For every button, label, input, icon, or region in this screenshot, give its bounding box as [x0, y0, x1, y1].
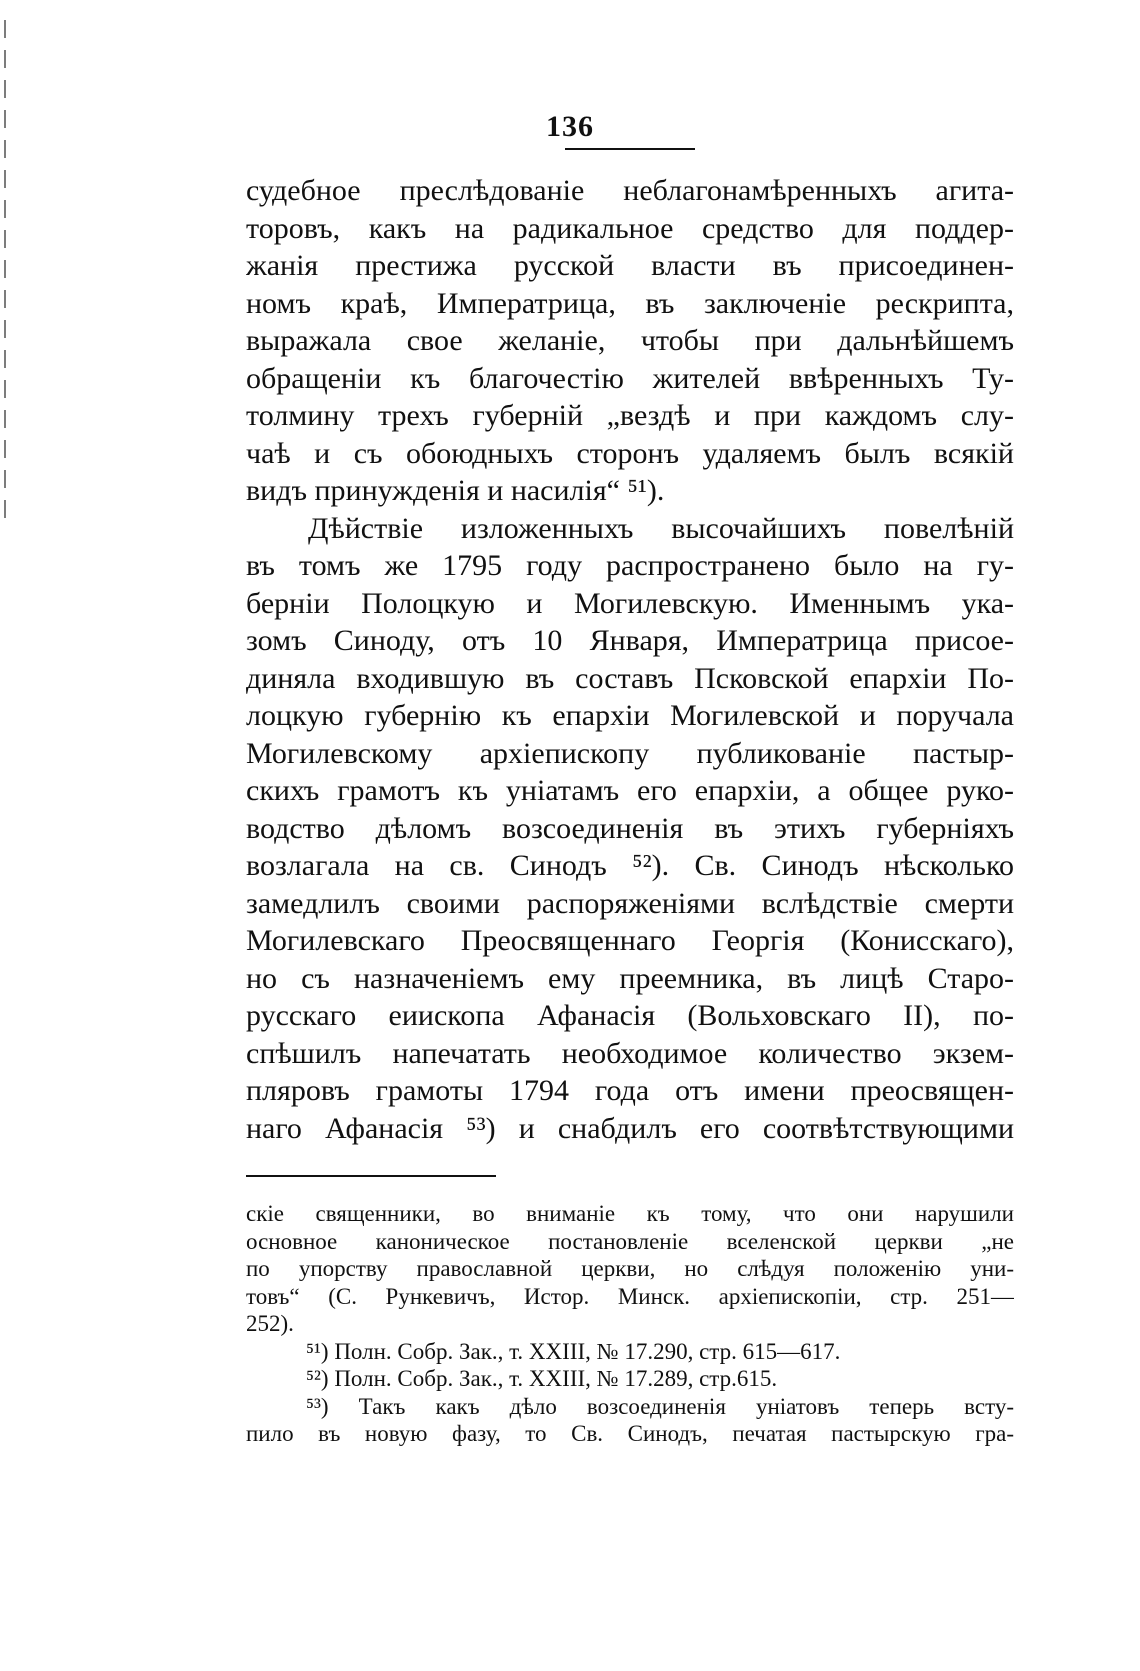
- text-line: замедлилъ своими распоряженіями вслѣдствіе смерти: [246, 886, 1014, 920]
- text-line: Могилевскому архіепископу публикованіе пастыр-: [246, 736, 1014, 770]
- footnote-line: ⁵¹) Полн. Собр. Зак., т. XXIII, № 17.290, стр. 615—617.: [306, 1338, 841, 1364]
- text-line: номъ краѣ, Императрица, въ заключеніе рескрипта,: [246, 286, 1014, 320]
- page-edge-mark: [4, 20, 6, 520]
- footnote-line: ⁵³) Такъ какъ дѣло возсоединенія уніатовъ теперь всту-: [306, 1393, 1014, 1419]
- footnote-line: по упорству православной церкви, но слѣдуя положенію уни-: [246, 1256, 1014, 1281]
- text-line: зомъ Синоду, отъ 10 Января, Императрица присое-: [246, 624, 1014, 657]
- text-line: жанія престижа русской власти въ присоединен-: [246, 249, 1014, 282]
- text-line: водство дѣломъ возсоединенія въ этихъ губерніяхъ: [246, 811, 1014, 845]
- footnote-line: 252).: [246, 1311, 294, 1336]
- text-line: русскаго еиископа Афанасія (Вольховскаго II), по-: [246, 999, 1014, 1032]
- text-line: толмину трехъ губерній „вездѣ и при каждомъ слу-: [246, 399, 1014, 432]
- footnotes-block: [246, 1200, 1014, 1448]
- text-line: чаѣ и съ обоюдныхъ сторонъ удаляемъ былъ всякій: [246, 436, 1014, 470]
- footnote-line: основное каноническое постановленіе вселенской церкви „не: [246, 1228, 1014, 1254]
- footnote-separator: [246, 1175, 496, 1177]
- text-line: берніи Полоцкую и Могилевскую. Именнымъ ука-: [246, 586, 1014, 620]
- text-line: выражала свое желаніе, чтобы при дальнѣйшемъ: [246, 324, 1014, 357]
- text-line: пляровъ грамоты 1794 года отъ имени преосвящен-: [246, 1074, 1014, 1107]
- footnote-line: ⁵²) Полн. Собр. Зак., т. XXIII, № 17.289, стр.615.: [306, 1366, 778, 1391]
- text-line: судебное преслѣдованіе неблагонамѣренныхъ агита-: [246, 174, 1014, 207]
- text-line: возлагала на св. Синодъ ⁵²). Св. Синодъ нѣсколько: [246, 849, 1014, 882]
- text-line: диняла входившую въ составъ Псковской епархіи По-: [246, 661, 1014, 695]
- text-line: обращеніи къ благочестію жителей ввѣренныхъ Ту-: [246, 361, 1014, 395]
- text-line: Дѣйствіе изложенныхъ высочайшихъ повелѣній: [308, 511, 1014, 545]
- text-line: торовъ, какъ на радикальное средство для поддер-: [246, 211, 1014, 245]
- text-line: въ томъ же 1795 году распространено было на гу-: [246, 549, 1014, 582]
- text-line: спѣшилъ напечатать необходимое количество экзем-: [246, 1036, 1014, 1070]
- text-line: скихъ грамотъ къ уніатамъ его епархіи, а общее руко-: [246, 774, 1014, 807]
- page-number: 136: [546, 110, 594, 143]
- footnote-line: пило въ новую фазу, то Св. Синодъ, печатая пастырскую гра-: [246, 1421, 1014, 1446]
- text-line: но съ назначеніемъ ему преемника, въ лицѣ Старо-: [246, 961, 1014, 995]
- footnote-line: скіе священники, во вниманіе къ тому, что они нарушили: [246, 1201, 1014, 1226]
- page-number-rule: [565, 148, 695, 150]
- text-line: наго Афанасія ⁵³) и снабдилъ его соотвѣтствующими: [246, 1111, 1014, 1145]
- main-text-block: [246, 172, 1014, 1147]
- text-line: лоцкую губернію къ епархіи Могилевской и поручала: [246, 699, 1014, 732]
- footnote-line: товъ“ (С. Рункевичъ, Истор. Минск. архіепископіи, стр. 251—: [246, 1283, 1014, 1309]
- text-line: Могилевскаго Преосвященнаго Георгія (Конисскаго),: [246, 924, 1014, 957]
- text-line: видъ принужденія и насилія“ ⁵¹).: [246, 474, 665, 507]
